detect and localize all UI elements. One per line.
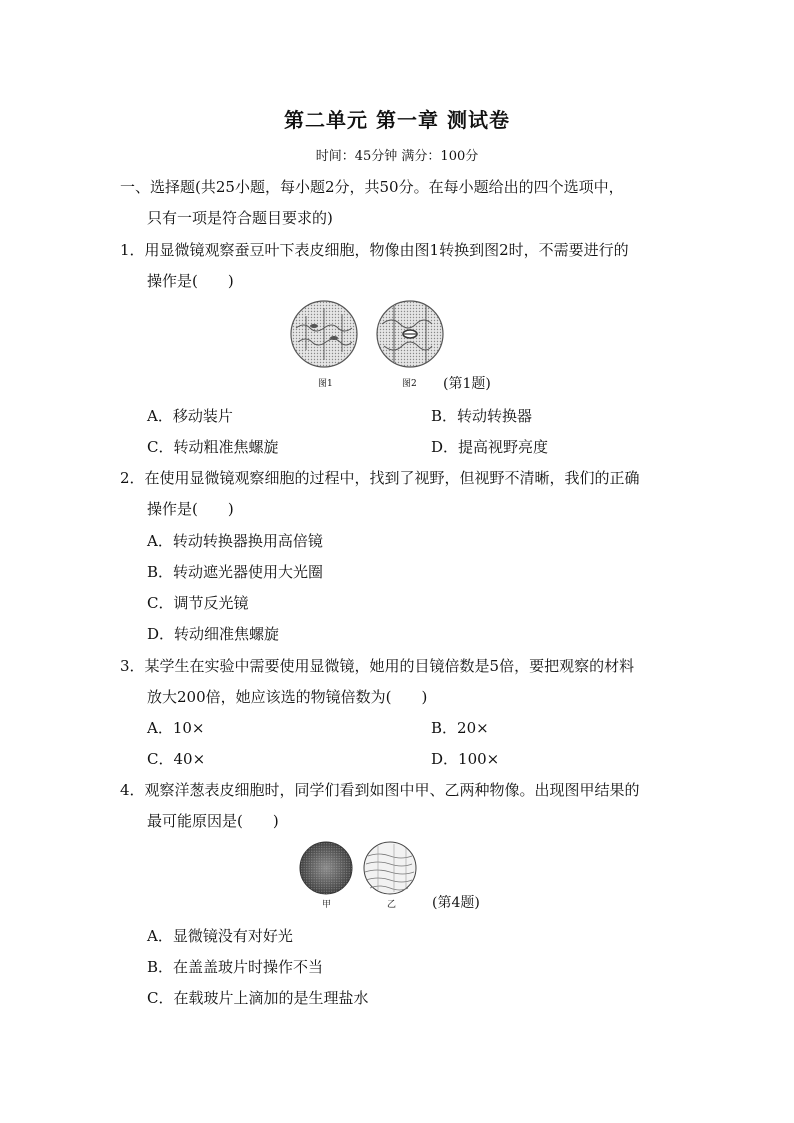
- q1-option-b: B．转动转换器: [431, 407, 533, 425]
- q3-option-d: D．100×: [431, 750, 500, 768]
- question-4-stem-cont: 最可能原因是( ): [147, 812, 279, 830]
- question-1-stem: 1．用显微镜观察蚕豆叶下表皮细胞，物像由图1转换到图2时，不需要进行的: [120, 241, 629, 259]
- question-3-stem-cont: 放大200倍，她应该选的物镜倍数为( ): [147, 688, 428, 706]
- q2-option-c: C．调节反光镜: [147, 594, 249, 612]
- section-heading-cont: 只有一项是符合题目要求的): [147, 209, 333, 227]
- question-2-stem: 2．在使用显微镜观察细胞的过程中，找到了视野，但视野不清晰，我们的正确: [120, 469, 640, 487]
- figure-jia-caption: 甲: [322, 900, 332, 910]
- figure-ref-1: (第1题): [443, 376, 491, 392]
- q2-option-d: D．转动细准焦螺旋: [147, 625, 280, 643]
- q2-option-a: A．转动转换器换用高倍镜: [147, 532, 323, 550]
- page-title: 第二单元 第一章 测试卷: [284, 108, 510, 132]
- section-heading: 一、选择题(共25小题，每小题2分，共50分。在每小题给出的四个选项中，: [120, 178, 624, 196]
- figure-2-caption: 图2: [402, 379, 417, 389]
- question-3-stem: 3．某学生在实验中需要使用显微镜，她用的目镜倍数是5倍，要把观察的材料: [120, 657, 635, 675]
- figure-yi-caption: 乙: [387, 900, 397, 910]
- figure-1-caption: 图1: [318, 379, 333, 389]
- question-1-stem-cont: 操作是( ): [147, 272, 234, 290]
- question-4-figure: [298, 840, 422, 896]
- q3-option-b: B．20×: [431, 719, 489, 737]
- figure-ref-4: (第4题): [432, 895, 480, 911]
- q4-option-c: C．在载玻片上滴加的是生理盐水: [147, 989, 369, 1007]
- microscope-view-1: [291, 301, 357, 367]
- q3-option-a: A．10×: [147, 719, 205, 737]
- microscope-view-2: [377, 301, 443, 367]
- q2-option-b: B．转动遮光器使用大光圈: [147, 563, 324, 581]
- q4-option-a: A．显微镜没有对好光: [147, 927, 293, 945]
- q1-option-d: D．提高视野亮度: [431, 438, 549, 456]
- q4-option-b: B．在盖盖玻片时操作不当: [147, 958, 324, 976]
- view-jia: [300, 842, 352, 894]
- question-4-stem: 4．观察洋葱表皮细胞时，同学们看到如图中甲、乙两种物像。出现图甲结果的: [120, 781, 640, 799]
- q1-option-a: A．移动装片: [147, 407, 233, 425]
- exam-time-score: 时间：45分钟 满分：100分: [315, 149, 479, 164]
- question-2-stem-cont: 操作是( ): [147, 500, 234, 518]
- q3-option-c: C．40×: [147, 750, 206, 768]
- q1-option-c: C．转动粗准焦螺旋: [147, 438, 279, 456]
- view-yi: [364, 842, 416, 894]
- question-1-figure: [286, 298, 456, 373]
